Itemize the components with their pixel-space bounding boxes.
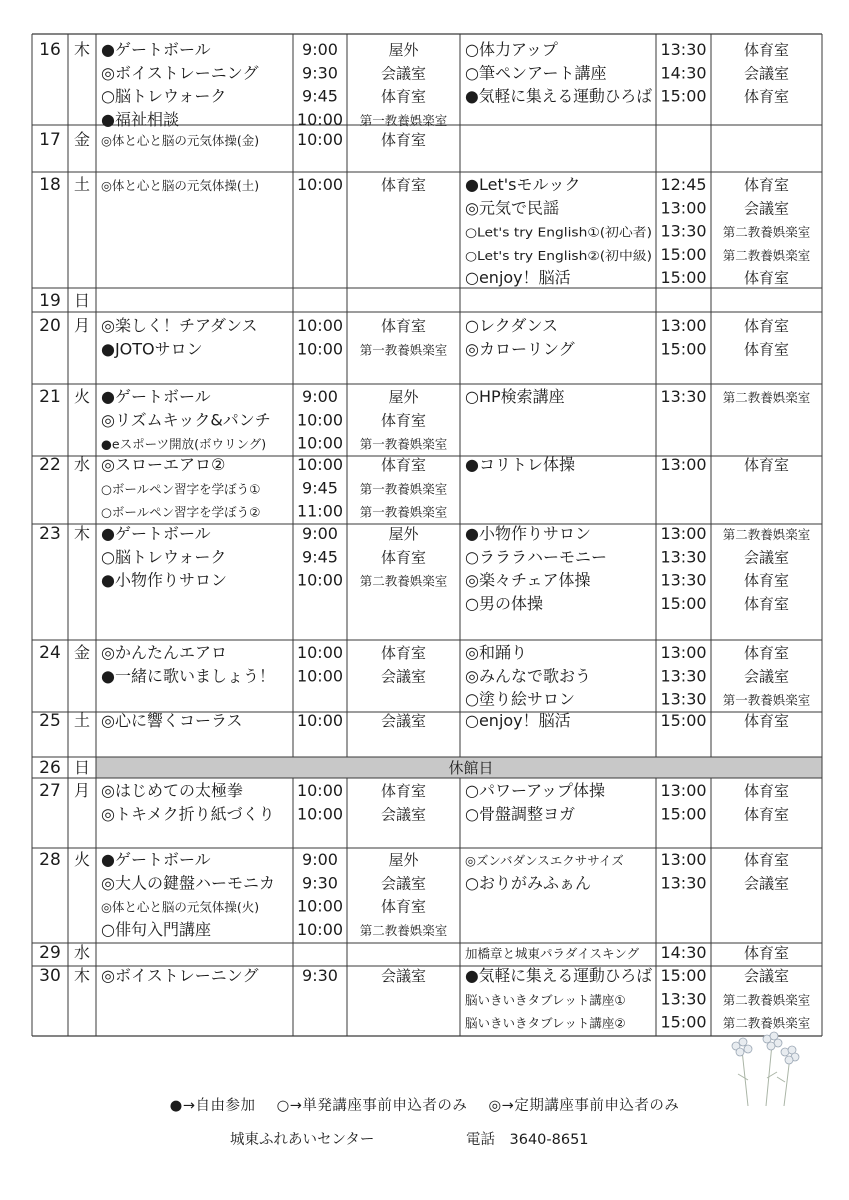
pm-event-room: 体育室	[743, 176, 790, 194]
pm-event-time: 15:00	[660, 1012, 707, 1032]
pm-event-room: 体育室	[743, 644, 790, 662]
day-number: 27	[39, 781, 61, 801]
day-number: 17	[39, 130, 61, 150]
am-event-name: ●JOTOサロン	[101, 339, 203, 359]
pm-event-name: ○Let's try English②(初中級)	[465, 247, 652, 263]
day-number: 25	[39, 711, 61, 731]
am-event-time: 10:00	[296, 316, 344, 335]
am-event-time: 9:00	[302, 40, 338, 59]
am-event-room: 屋外	[388, 851, 419, 869]
pm-event-name: ○HP検索講座	[465, 387, 565, 406]
pm-event-name: ◎楽々チェア体操	[465, 570, 591, 590]
pm-event-room: 体育室	[743, 782, 790, 800]
am-event-time: 10:00	[296, 455, 344, 474]
pm-event-time: 13:30	[660, 40, 707, 59]
pm-event-time: 15:00	[660, 804, 707, 824]
pm-event-time: 13:00	[660, 643, 707, 662]
am-event-time: 10:00	[296, 570, 344, 590]
am-event-name: ○脳トレウォーク	[101, 86, 227, 106]
am-event-room: 第一教養娯楽室	[359, 342, 448, 358]
am-event-room: 体育室	[380, 87, 427, 106]
day-number: 29	[39, 943, 61, 963]
am-event-name: ●ゲートボール	[101, 40, 211, 59]
legend-regular: ◎→定期講座事前申込者のみ	[488, 1098, 680, 1114]
am-event-room: 第一教養娯楽室	[359, 436, 448, 452]
pm-event-name: 加橋章と城東パラダイスキング	[465, 946, 640, 961]
am-event-room: 体育室	[380, 317, 427, 335]
am-event-name: ◎体と心と脳の元気体操(火)	[101, 899, 260, 915]
am-event-room: 体育室	[380, 131, 427, 149]
legend-free: ●→自由参加	[169, 1098, 256, 1114]
am-event-room: 会議室	[380, 874, 427, 893]
pm-event-room: 会議室	[743, 667, 790, 686]
pm-event-name: ◎和踊り	[465, 643, 527, 662]
pm-event-name: ○体力アップ	[465, 40, 558, 59]
pm-event-time: 14:30	[660, 943, 707, 962]
am-event-time: 11:00	[296, 501, 344, 521]
pm-event-time: 13:00	[660, 850, 707, 869]
am-event-time: 9:45	[302, 86, 338, 106]
am-event-time: 10:00	[296, 175, 344, 194]
pm-event-time: 15:00	[660, 966, 707, 985]
am-event-name: ◎はじめての太極拳	[101, 781, 243, 800]
pm-event-time: 13:30	[660, 989, 707, 1009]
day-number: 30	[39, 966, 61, 986]
am-event-name: ○ボールペン習字を学ぼう②	[101, 504, 261, 520]
am-event-time: 9:00	[302, 524, 338, 543]
closed-label: 休館日	[448, 759, 494, 777]
phone-number: 電話 3640-8651	[466, 1132, 589, 1148]
am-event-time: 9:00	[302, 850, 338, 869]
am-event-room: 屋外	[388, 388, 419, 406]
pm-event-name: ○Let's try English①(初心者)	[465, 224, 652, 240]
am-event-time: 10:00	[296, 109, 344, 129]
am-event-name: ◎スローエアロ②	[101, 455, 226, 474]
pm-event-name: ◎みんなで歌おう	[465, 666, 591, 686]
am-event-time: 10:00	[296, 711, 344, 730]
pm-event-name: ●気軽に集える運動ひろば	[465, 86, 652, 106]
am-event-room: 第一教養娯楽室	[359, 481, 448, 497]
pm-event-time: 14:30	[660, 63, 707, 83]
am-event-time: 10:00	[296, 804, 344, 824]
pm-event-room: 第二教養娯楽室	[722, 390, 811, 405]
am-event-name: ◎リズムキック&パンチ	[101, 410, 271, 430]
am-event-room: 第二教養娯楽室	[359, 922, 448, 938]
pm-event-time: 13:00	[660, 781, 707, 800]
am-event-room: 会議室	[380, 667, 427, 686]
pm-event-room: 体育室	[743, 340, 790, 359]
pm-event-room: 体育室	[743, 594, 790, 613]
pm-event-room: 体育室	[743, 87, 790, 106]
am-event-time: 10:00	[296, 433, 344, 453]
am-event-name: ◎かんたんエアロ	[101, 643, 227, 662]
am-event-name: ●ゲートボール	[101, 850, 211, 869]
am-event-name: ●福祉相談	[101, 109, 179, 129]
pm-event-name: 脳いきいきタブレット講座①	[465, 992, 626, 1008]
weekday: 金	[73, 130, 91, 149]
pm-event-time: 13:30	[660, 547, 707, 567]
am-event-time: 10:00	[296, 781, 344, 800]
am-event-room: 第一教養娯楽室	[359, 112, 448, 128]
am-event-name: ◎ボイストレーニング	[101, 63, 259, 83]
am-event-time: 9:30	[302, 63, 338, 83]
am-event-room: 屋外	[388, 41, 419, 59]
weekday: 日	[73, 758, 91, 777]
am-event-name: ◎体と心と脳の元気体操(土)	[101, 178, 260, 193]
am-event-time: 9:45	[302, 547, 338, 567]
pm-event-name: ○パワーアップ体操	[465, 781, 606, 800]
pm-event-time: 13:00	[660, 524, 707, 543]
pm-event-name: ○男の体操	[465, 593, 543, 613]
am-event-name: ◎楽しく！チアダンス	[101, 316, 258, 335]
am-event-room: 会議室	[380, 64, 427, 83]
pm-event-room: 体育室	[743, 712, 790, 730]
pm-event-name: ●コリトレ体操	[465, 455, 575, 474]
pm-event-room: 会議室	[743, 874, 790, 893]
pm-event-name: ●Let'sモルック	[465, 175, 581, 194]
am-event-name: ●ゲートボール	[101, 524, 211, 543]
am-event-room: 体育室	[380, 782, 427, 800]
day-number: 28	[39, 850, 61, 870]
day-number: 20	[39, 316, 61, 336]
weekday: 土	[73, 175, 91, 194]
pm-event-time: 13:30	[660, 666, 707, 686]
am-event-time: 10:00	[296, 643, 344, 662]
am-event-time: 9:30	[302, 966, 338, 985]
am-event-time: 9:00	[302, 387, 338, 406]
pm-event-room: 体育室	[743, 317, 790, 335]
pm-event-room: 会議室	[743, 967, 790, 985]
day-number: 24	[39, 643, 61, 663]
pm-event-room: 第二教養娯楽室	[722, 527, 811, 542]
am-event-time: 9:45	[302, 478, 338, 498]
pm-event-time: 13:30	[660, 570, 707, 590]
pm-event-room: 会議室	[743, 548, 790, 567]
weekday: 木	[73, 40, 91, 59]
am-event-room: 体育室	[380, 176, 427, 194]
pm-event-name: ○骨盤調整ヨガ	[465, 804, 575, 824]
am-event-name: ◎ボイストレーニング	[101, 966, 259, 985]
am-event-name: ◎大人の鍵盤ハーモニカ	[101, 873, 275, 893]
pm-event-room: 第二教養娯楽室	[722, 247, 811, 263]
pm-event-room: 第二教養娯楽室	[722, 224, 811, 240]
weekday: 水	[73, 943, 91, 962]
pm-event-time: 15:00	[660, 244, 707, 264]
am-event-name: ◎体と心と脳の元気体操(金)	[101, 133, 260, 148]
pm-event-room: 体育室	[743, 571, 790, 590]
weekday: 土	[73, 711, 91, 730]
weekday: 木	[73, 966, 91, 985]
weekday: 火	[73, 850, 91, 869]
pm-event-time: 15:00	[660, 268, 707, 288]
pm-event-time: 12:45	[660, 175, 707, 194]
am-event-name: ●一緒に歌いましょう！	[101, 666, 275, 686]
am-event-room: 会議室	[380, 805, 427, 824]
flower-illustration-icon	[712, 1030, 808, 1108]
day-number: 23	[39, 524, 61, 544]
pm-event-time: 13:00	[660, 316, 707, 335]
pm-event-name: ◎ズンバダンスエクササイズ	[465, 853, 624, 868]
am-event-room: 第二教養娯楽室	[359, 573, 448, 589]
weekday: 月	[73, 781, 91, 800]
pm-event-name: ○enjoy！脳活	[465, 268, 571, 288]
am-event-time: 10:00	[296, 666, 344, 686]
pm-event-time: 13:00	[660, 198, 707, 218]
weekday: 日	[73, 291, 91, 310]
pm-event-time: 15:00	[660, 593, 707, 613]
am-event-room: 第一教養娯楽室	[359, 504, 448, 520]
pm-event-room: 体育室	[743, 851, 790, 869]
pm-event-room: 体育室	[743, 805, 790, 824]
pm-event-name: ○筆ペンアート講座	[465, 63, 607, 83]
pm-event-name: ○ラララハーモニー	[465, 547, 607, 567]
day-number: 19	[39, 291, 61, 311]
day-number: 21	[39, 387, 61, 407]
am-event-name: ●小物作りサロン	[101, 570, 227, 590]
am-event-time: 10:00	[296, 896, 344, 916]
day-number: 26	[39, 758, 61, 778]
am-event-room: 体育室	[380, 897, 427, 916]
am-event-room: 会議室	[380, 967, 427, 985]
pm-event-time: 13:30	[660, 689, 707, 709]
pm-event-time: 15:00	[660, 86, 707, 106]
pm-event-room: 会議室	[743, 64, 790, 83]
weekday: 月	[73, 316, 91, 335]
am-event-room: 体育室	[380, 644, 427, 662]
am-event-name: ○俳句入門講座	[101, 919, 211, 939]
pm-event-time: 13:00	[660, 455, 707, 474]
weekday: 火	[73, 387, 91, 406]
am-event-name: ○ボールペン習字を学ぼう①	[101, 481, 261, 497]
pm-event-name: 脳いきいきタブレット講座②	[465, 1015, 626, 1031]
pm-event-name: ◎カローリング	[465, 339, 575, 359]
pm-event-time: 13:30	[660, 387, 707, 406]
am-event-room: 体育室	[380, 456, 427, 474]
weekday: 木	[73, 524, 91, 543]
weekday: 金	[73, 643, 91, 662]
pm-event-name: ○塗り絵サロン	[465, 689, 575, 709]
pm-event-room: 会議室	[743, 199, 790, 218]
am-event-name: ◎心に響くコーラス	[101, 711, 243, 730]
am-event-room: 会議室	[380, 712, 427, 730]
am-event-name: ○脳トレウォーク	[101, 547, 227, 567]
am-event-time: 9:30	[302, 873, 338, 893]
am-event-time: 10:00	[296, 339, 344, 359]
pm-event-time: 15:00	[660, 339, 707, 359]
pm-event-name: ◎元気で民謡	[465, 198, 559, 218]
pm-event-room: 第一教養娯楽室	[722, 692, 811, 708]
am-event-room: 体育室	[380, 548, 427, 567]
am-event-room: 屋外	[388, 525, 419, 543]
pm-event-room: 体育室	[743, 944, 790, 962]
pm-event-name: ○enjoy！脳活	[465, 711, 571, 730]
day-number: 18	[39, 175, 61, 195]
pm-event-name: ○おりがみふぁん	[465, 873, 591, 893]
day-number: 22	[39, 455, 61, 475]
pm-event-time: 13:30	[660, 873, 707, 893]
pm-event-room: 体育室	[743, 269, 790, 288]
legend-single: ○→単発講座事前申込者のみ	[276, 1098, 468, 1114]
am-event-name: ◎トキメク折り紙づくり	[101, 804, 275, 824]
pm-event-room: 体育室	[743, 456, 790, 474]
day-number: 16	[39, 40, 61, 60]
am-event-time: 10:00	[296, 410, 344, 430]
pm-event-time: 13:30	[660, 221, 707, 241]
pm-event-room: 体育室	[743, 41, 790, 59]
pm-event-name: ○レクダンス	[465, 316, 559, 335]
pm-event-name: ●気軽に集える運動ひろば	[465, 966, 652, 985]
pm-event-room: 第二教養娯楽室	[722, 1015, 811, 1031]
pm-event-room: 第二教養娯楽室	[722, 992, 811, 1008]
weekday: 水	[73, 455, 91, 474]
pm-event-time: 15:00	[660, 711, 707, 730]
am-event-time: 10:00	[296, 130, 344, 149]
am-event-name: ●ゲートボール	[101, 387, 211, 406]
am-event-time: 10:00	[296, 919, 344, 939]
am-event-room: 体育室	[380, 411, 427, 430]
pm-event-name: ●小物作りサロン	[465, 524, 591, 543]
am-event-name: ●eスポーツ開放(ボウリング)	[101, 436, 267, 452]
center-name: 城東ふれあいセンター	[230, 1132, 375, 1148]
